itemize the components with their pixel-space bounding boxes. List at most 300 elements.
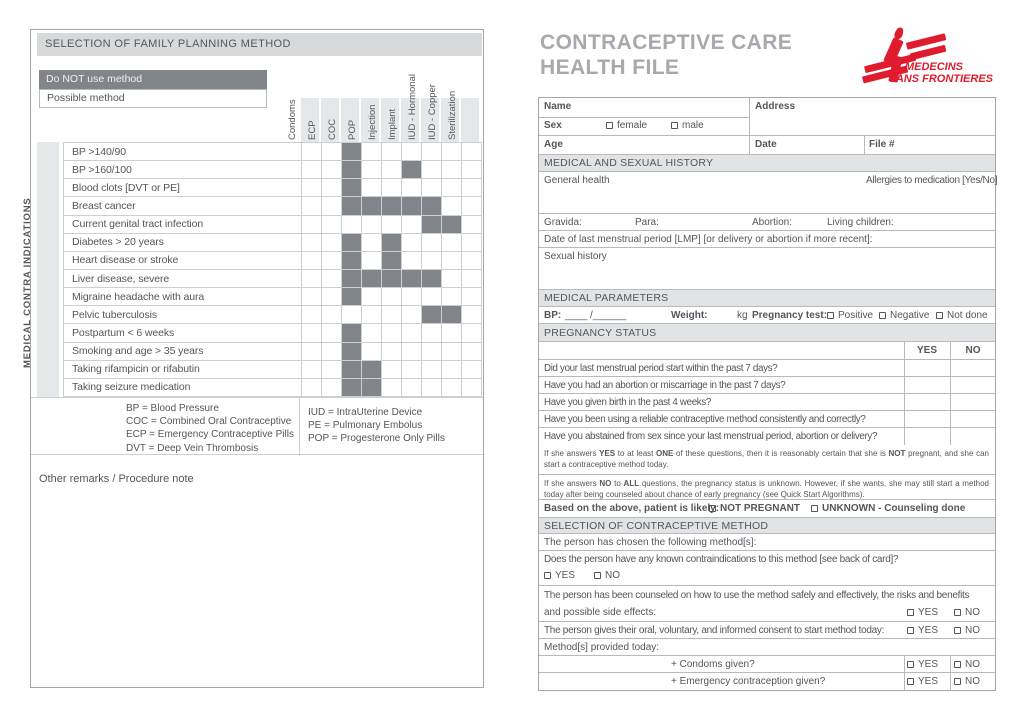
matrix-row [64, 197, 481, 215]
ec-yes-label: YES [918, 676, 939, 687]
matrix-cell [461, 361, 481, 378]
method-column-label: Condoms [287, 99, 298, 140]
counseled-yes-label: YES [918, 607, 939, 618]
method-column-label: COC [327, 118, 338, 140]
matrix-cell-do-not-use [441, 306, 461, 323]
matrix-cell [421, 179, 441, 196]
methods-provided-label: Method[s] provided today: [544, 642, 660, 653]
answer-cell-yes[interactable] [904, 428, 950, 445]
matrix-cell [401, 234, 421, 251]
matrix-cell [301, 216, 321, 233]
matrix-row [64, 161, 481, 179]
matrix-cell [321, 234, 341, 251]
section-bar-selection: SELECTION OF CONTRACEPTIVE METHOD [539, 518, 995, 534]
checkbox-ec-no[interactable] [954, 678, 961, 685]
checkbox-not-done[interactable] [936, 312, 943, 319]
matrix-cell-do-not-use [341, 361, 361, 378]
matrix-cell [461, 379, 481, 396]
section-bar-history: MEDICAL AND SEXUAL HISTORY [539, 155, 995, 172]
matrix-cell [401, 252, 421, 269]
matrix-row-label: Smoking and age > 35 years [72, 345, 204, 358]
msf-logo [862, 26, 998, 88]
sex-female-option [606, 120, 647, 131]
health-file-form [538, 97, 996, 691]
note-segment: YES [599, 449, 616, 458]
matrix-cell-do-not-use [341, 143, 361, 160]
matrix-row-label: Blood clots [DVT or PE] [72, 181, 180, 194]
matrix-cell [301, 379, 321, 396]
abbreviation-line: DVT = Deep Vein Thrombosis [126, 442, 259, 454]
pregnancy-question-row [539, 394, 995, 411]
page-title [540, 30, 792, 80]
contraindications-side-label: MEDICAL CONTRA INDICATIONS [22, 197, 33, 368]
abbreviations-left [126, 402, 294, 455]
condoms-no-label: NO [965, 659, 980, 670]
matrix-cell [301, 324, 321, 341]
matrix-cell [301, 143, 321, 160]
row-yes-no-header [539, 342, 995, 360]
bp-blank[interactable]: ____ /______ [565, 310, 627, 321]
matrix-cell-do-not-use [421, 216, 441, 233]
matrix-cell [321, 270, 341, 287]
checkbox-negative[interactable] [879, 312, 886, 319]
matrix-cell [441, 343, 461, 360]
matrix-row-label: Taking seizure medication [72, 381, 191, 394]
matrix-cell [401, 288, 421, 305]
contraindications-yes [544, 570, 575, 581]
answer-cell-yes[interactable] [904, 411, 950, 428]
matrix-row [64, 343, 481, 361]
row-chosen-method [539, 534, 995, 551]
matrix-row [64, 379, 481, 396]
matrix-cell [301, 252, 321, 269]
pregnancy-question-text: Did your last menstrual period start within the past 7 days? [544, 363, 778, 374]
matrix-cell-do-not-use [361, 361, 381, 378]
checkbox-ec-yes[interactable] [907, 678, 914, 685]
matrix-cell [461, 270, 481, 287]
abbreviation-line: POP = Progesterone Only Pills [308, 433, 445, 445]
sex-label: Sex [544, 120, 562, 131]
matrix-cell [461, 324, 481, 341]
matrix-cell [361, 324, 381, 341]
matrix-cell [381, 379, 401, 396]
matrix-cell [381, 288, 401, 305]
matrix-cell [301, 306, 321, 323]
condoms-yes [907, 659, 938, 670]
sexual-history-label: Sexual history [544, 251, 607, 262]
checkbox-consent-yes[interactable] [907, 627, 914, 634]
row-likely [539, 500, 995, 518]
matrix-cell [381, 361, 401, 378]
row-name-sex-address [539, 98, 995, 136]
note-segment: NO [599, 479, 612, 488]
matrix-cell [321, 252, 341, 269]
matrix-cell [301, 288, 321, 305]
counseled-line1: The person has been counseled on how to use the method safely and effectively, the risks and benefits [544, 590, 970, 601]
method-band [461, 98, 479, 142]
matrix-cell [401, 306, 421, 323]
address-label: Address [755, 101, 796, 112]
note-segment: to [611, 479, 624, 488]
not-done-label: Not done [947, 310, 988, 321]
abbreviation-line: IUD = IntraUterine Device [308, 407, 423, 418]
male-label: male [682, 120, 704, 131]
matrix-cell [361, 161, 381, 178]
lmp-label: Date of last menstrual period [LMP] [or delivery or abortion if more recent]: [544, 234, 873, 245]
matrix-row [64, 143, 481, 161]
row-general-health [539, 172, 998, 214]
note-segment: of these questions, then it is reasonably certain that she is [673, 449, 889, 458]
matrix-cell [401, 343, 421, 360]
pregnancy-question-text: Have you been using a reliable contraceptive method consistently and correctly? [544, 414, 866, 425]
not-pregnant-label: NOT PREGNANT [720, 503, 800, 514]
note-segment: NOT [888, 449, 906, 458]
contraindications-question: Does the person have any known contraindications to this method [see back of card]? [544, 554, 899, 565]
matrix-cell [321, 197, 341, 214]
matrix-cell [321, 143, 341, 160]
matrix-cell [321, 306, 341, 323]
matrix-cell [401, 216, 421, 233]
matrix-cell [361, 143, 381, 160]
matrix-cell-do-not-use [341, 197, 361, 214]
legend-possible-method: Possible method [39, 89, 267, 108]
negative-label: Negative [890, 310, 930, 321]
note-yes-one [539, 445, 995, 475]
note-segment: If she answers [544, 449, 600, 458]
row-bp-weight-test [539, 307, 995, 324]
matrix-cell [441, 270, 461, 287]
checkbox-female[interactable] [606, 122, 613, 129]
matrix-cell [361, 343, 381, 360]
matrix-cell [361, 179, 381, 196]
abbreviations-right [308, 406, 445, 446]
matrix-cell [401, 143, 421, 160]
matrix-cell [441, 197, 461, 214]
matrix-row [64, 234, 481, 252]
consent-label: The person gives their oral, voluntary, and informed consent to start method today: [544, 625, 885, 636]
matrix-cell-do-not-use [341, 288, 361, 305]
matrix-title: SELECTION OF FAMILY PLANNING METHOD [37, 33, 482, 56]
checkbox-contra-yes[interactable] [544, 572, 551, 579]
pregnancy-question-row [539, 360, 995, 377]
checkbox-unknown[interactable] [811, 505, 818, 512]
page-title-line1: CONTRACEPTIVE CARE [540, 31, 793, 54]
counseled-yes [907, 607, 938, 618]
matrix-row [64, 270, 481, 288]
matrix-cell [301, 234, 321, 251]
name-label: Name [544, 101, 572, 112]
matrix-cell-do-not-use [341, 234, 361, 251]
matrix-cell [401, 324, 421, 341]
section-bar-pregnancy: PREGNANCY STATUS [539, 324, 995, 342]
matrix-cell [361, 216, 381, 233]
matrix-cell-do-not-use [341, 324, 361, 341]
matrix-cell [301, 343, 321, 360]
row-counseled [539, 586, 995, 622]
note-segment: pregnant, and she can start a contraceptive method today. [544, 449, 989, 469]
row-lmp [539, 231, 995, 248]
answer-cell-yes[interactable] [904, 377, 950, 394]
remarks-label: Other remarks / Procedure note [39, 473, 194, 485]
legend-do-not-use: Do NOT use method [39, 70, 267, 89]
matrix-row-label: Migraine headache with aura [72, 290, 205, 303]
answer-cell-no[interactable] [950, 377, 996, 394]
matrix-cell [421, 161, 441, 178]
matrix-cell [421, 343, 441, 360]
matrix-cell [441, 288, 461, 305]
general-health-label: General health [544, 175, 610, 186]
matrix-cell [301, 179, 321, 196]
matrix-row-label: Current genital tract infection [72, 218, 204, 231]
row-condoms-given [539, 656, 995, 673]
row-consent [539, 622, 995, 639]
emergency-contraception-label: + Emergency contraception given? [671, 676, 826, 687]
matrix-cell-do-not-use [381, 270, 401, 287]
matrix-cell [421, 379, 441, 396]
matrix-cell [421, 252, 441, 269]
matrix-cell [421, 324, 441, 341]
answer-cell-no[interactable] [950, 411, 996, 428]
matrix-row-label: Postpartum < 6 weeks [72, 326, 175, 339]
yes-header: YES [916, 345, 937, 356]
likely-not-pregnant [709, 503, 800, 514]
matrix-cell [381, 343, 401, 360]
matrix-cell [301, 270, 321, 287]
method-column-label: ECP [307, 120, 318, 140]
matrix-cell-do-not-use [341, 252, 361, 269]
pregnancy-test-negative [879, 310, 929, 321]
note-segment: ONE [656, 449, 674, 458]
matrix-row [64, 216, 481, 234]
pregnancy-question-rows [539, 360, 995, 445]
matrix-cell [381, 161, 401, 178]
matrix-cell [301, 197, 321, 214]
page-title-line2: HEALTH FILE [540, 56, 680, 79]
matrix-cell [321, 179, 341, 196]
matrix-cell-do-not-use [341, 161, 361, 178]
matrix-row [64, 252, 481, 270]
row-emergency-contraception [539, 673, 995, 690]
abbreviation-line: COC = Combined Oral Contraceptive [126, 416, 292, 428]
abbreviations-divider [299, 398, 300, 456]
kg-label: kg [737, 310, 748, 321]
matrix-cell [401, 379, 421, 396]
condoms-no [954, 659, 980, 670]
contraindications-side-band [37, 142, 59, 397]
matrix-cell [381, 143, 401, 160]
matrix-cell [461, 306, 481, 323]
matrix-cell-do-not-use [361, 197, 381, 214]
note-segment: to at least [615, 449, 657, 458]
ec-yes [907, 676, 938, 687]
matrix-cell [441, 179, 461, 196]
matrix-cell [421, 288, 441, 305]
matrix-cell-do-not-use [401, 197, 421, 214]
msf-logo-text-line1: MEDECINS [904, 61, 963, 73]
matrix-cell [341, 216, 361, 233]
matrix-cell-do-not-use [341, 379, 361, 396]
matrix-cell [441, 234, 461, 251]
matrix-cell [361, 234, 381, 251]
matrix-cell [421, 143, 441, 160]
answer-cell-no[interactable] [950, 428, 996, 445]
weight-label: Weight: [671, 310, 708, 321]
row-contraindications [539, 551, 995, 586]
gravida-label: Gravida: [544, 217, 582, 228]
matrix-cell [441, 361, 461, 378]
matrix-cell [441, 143, 461, 160]
matrix-cell [401, 361, 421, 378]
matrix-cell-do-not-use [381, 197, 401, 214]
contra-yes-label: YES [555, 570, 576, 581]
matrix-row-label: Diabetes > 20 years [72, 236, 164, 249]
positive-label: Positive [838, 310, 874, 321]
section-bar-parameters: MEDICAL PARAMETERS [539, 290, 995, 307]
checkbox-condoms-no[interactable] [954, 661, 961, 668]
matrix-cell [321, 379, 341, 396]
answer-cell-no[interactable] [950, 360, 996, 377]
row-methods-provided [539, 639, 995, 656]
matrix-cell [321, 216, 341, 233]
matrix-cell-do-not-use [421, 270, 441, 287]
checkbox-positive[interactable] [827, 312, 834, 319]
matrix-cell [441, 379, 461, 396]
likely-unknown [811, 503, 965, 514]
consent-yes [907, 625, 938, 636]
no-header: NO [965, 345, 981, 356]
answer-cell-no[interactable] [950, 394, 996, 411]
msf-logo-text-line2: SANS FRONTIERES [888, 73, 993, 85]
pregnancy-question-row [539, 428, 995, 445]
matrix-cell [301, 161, 321, 178]
matrix-cell-do-not-use [341, 343, 361, 360]
matrix-row-label: BP >140/90 [72, 145, 126, 158]
checkbox-contra-no[interactable] [594, 572, 601, 579]
matrix-row-label: Taking rifampicin or rifabutin [72, 363, 200, 376]
matrix-cell [381, 216, 401, 233]
likely-label: Based on the above, patient is likely: [544, 503, 720, 514]
matrix-cell [361, 306, 381, 323]
method-column-label: IUD - Copper [427, 84, 438, 140]
method-column-label: POP [347, 119, 358, 140]
matrix-row [64, 361, 481, 379]
note-segment: ALL [623, 479, 640, 488]
row-sexual-history [539, 248, 995, 290]
matrix-row-label: Liver disease, severe [72, 272, 170, 285]
matrix-row-label: Pelvic tuberculosis [72, 308, 158, 321]
pregnancy-test-not-done [936, 310, 988, 321]
matrix-cell-do-not-use [401, 270, 421, 287]
ec-no-label: NO [965, 676, 980, 687]
note-segment: questions, the pregnancy status is unknown. However, if she wants, she may still start a method today after being counseled about chance of early pregnancy (see Quick Start Algorithms). [544, 479, 989, 499]
matrix-cell-do-not-use [361, 379, 381, 396]
consent-yes-label: YES [918, 625, 939, 636]
condoms-given-label: + Condoms given? [671, 659, 755, 670]
matrix-cell [381, 306, 401, 323]
consent-no-label: NO [965, 625, 980, 636]
checkbox-male[interactable] [671, 122, 678, 129]
matrix-cell [441, 324, 461, 341]
consent-no [954, 625, 980, 636]
counseled-no [954, 607, 980, 618]
answer-cell-yes[interactable] [904, 394, 950, 411]
para-label: Para: [635, 217, 659, 228]
female-label: female [617, 120, 648, 131]
date-label: Date [755, 139, 777, 150]
matrix-row-label: BP >160/100 [72, 163, 132, 176]
contraindications-no [594, 570, 620, 581]
pregnancy-question-text: Have you abstained from sex since your last menstrual period, abortion or delivery? [544, 431, 878, 442]
pregnancy-question-text: Have you had an abortion or miscarriage in the past 7 days? [544, 380, 786, 391]
abbreviation-line: ECP = Emergency Contraceptive Pills [126, 429, 294, 441]
matrix-cell [361, 252, 381, 269]
matrix-cell-do-not-use [341, 179, 361, 196]
matrix-cell [421, 234, 441, 251]
matrix-cell [421, 361, 441, 378]
matrix-row [64, 306, 481, 324]
note-segment: If she answers [544, 479, 600, 488]
matrix-cell [401, 179, 421, 196]
method-column-label: Sterilization [447, 90, 458, 140]
matrix-cell [321, 324, 341, 341]
living-children-label: Living children: [827, 217, 894, 228]
matrix-cell [461, 252, 481, 269]
checkbox-counseled-no[interactable] [954, 609, 961, 616]
pregnancy-test-positive [827, 310, 873, 321]
checkbox-consent-no[interactable] [954, 627, 961, 634]
matrix-row [64, 179, 481, 197]
matrix-cell-do-not-use [381, 234, 401, 251]
matrix-cell [341, 306, 361, 323]
note-no-all [539, 475, 995, 500]
pregnancy-question-row [539, 377, 995, 394]
counseled-no-label: NO [965, 607, 980, 618]
matrix-cell [461, 143, 481, 160]
method-column-label: Implant [387, 108, 398, 140]
matrix-cell [381, 179, 401, 196]
matrix-cell-do-not-use [361, 270, 381, 287]
matrix-cell-do-not-use [401, 161, 421, 178]
age-label: Age [544, 139, 563, 150]
pregnancy-test-label: Pregnancy test: [752, 310, 828, 321]
abbreviation-line: BP = Blood Pressure [126, 403, 219, 414]
matrix-cell-do-not-use [381, 252, 401, 269]
method-column-label: Injection [367, 104, 378, 140]
matrix-cell-do-not-use [441, 216, 461, 233]
matrix-cell [461, 216, 481, 233]
matrix-cell [441, 252, 461, 269]
checkbox-counseled-yes[interactable] [907, 609, 914, 616]
matrix-cell [321, 343, 341, 360]
contra-no-label: NO [605, 570, 620, 581]
checkbox-condoms-yes[interactable] [907, 661, 914, 668]
file-number-label: File # [869, 139, 895, 150]
answer-cell-yes[interactable] [904, 360, 950, 377]
counseled-line2: and possible side effects: [544, 607, 657, 618]
matrix-cell [321, 361, 341, 378]
checkbox-not-pregnant[interactable] [709, 505, 716, 512]
matrix-cell-do-not-use [421, 197, 441, 214]
matrix-row [64, 324, 481, 342]
matrix-cell [461, 161, 481, 178]
sex-male-option [671, 120, 704, 131]
matrix-cell [301, 361, 321, 378]
ec-no [954, 676, 980, 687]
row-age-date-file [539, 136, 995, 155]
matrix-cell [381, 324, 401, 341]
condoms-yes-label: YES [918, 659, 939, 670]
abortion-label: Abortion: [752, 217, 793, 228]
